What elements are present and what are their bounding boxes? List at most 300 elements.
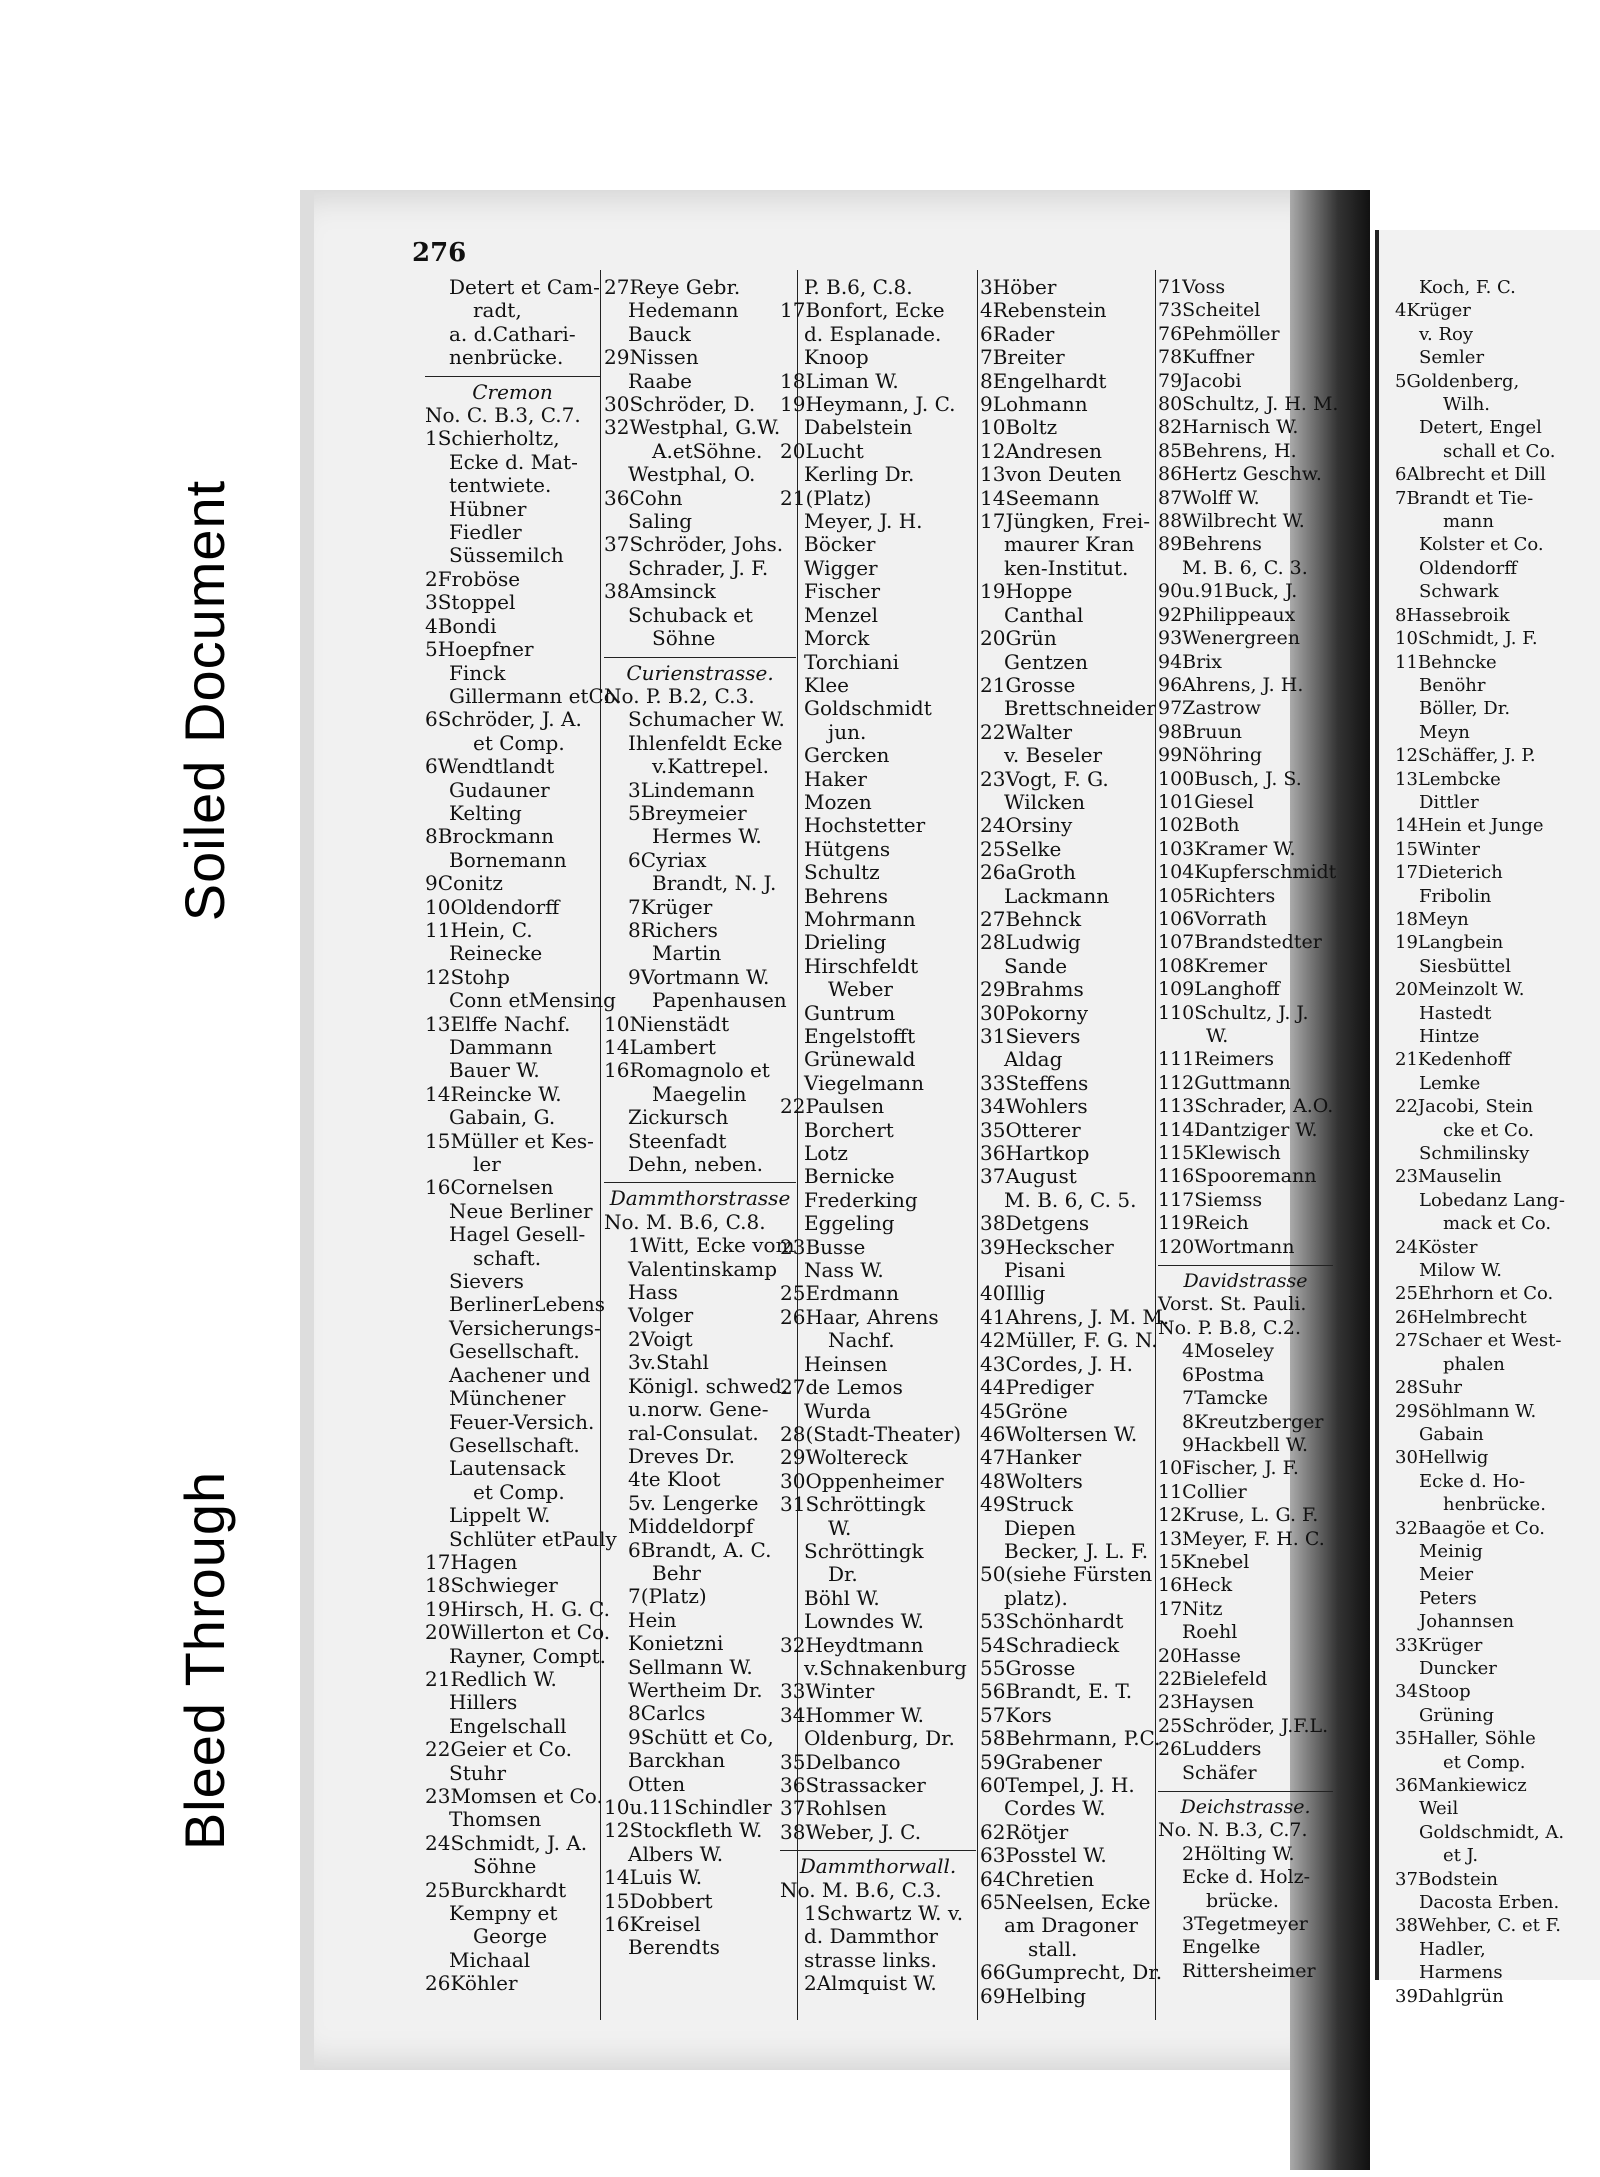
- directory-entry: 25Burckhardt: [425, 1877, 567, 1902]
- directory-entry: Engelke: [1182, 1936, 1261, 1959]
- directory-entry: 16Heck: [1158, 1574, 1233, 1597]
- directory-entry: 8Hassebroik: [1395, 604, 1510, 626]
- directory-entry: 6Wendtlandt: [425, 754, 555, 779]
- directory-entry: 34Wohlers: [980, 1094, 1088, 1119]
- directory-entry: 57Kors: [980, 1702, 1052, 1727]
- directory-entry: 12Stohp: [425, 964, 510, 989]
- directory-entry: 1Witt, Ecke vom: [628, 1233, 795, 1258]
- directory-entry: 6Brandt, A. C.: [628, 1537, 772, 1562]
- directory-entry: 29Brahms: [980, 977, 1084, 1002]
- directory-entry: 69Helbing: [980, 1983, 1087, 2008]
- directory-entry: 2Voigt: [628, 1326, 693, 1351]
- directory-entry: Otten: [628, 1771, 686, 1796]
- directory-entry: 21(Platz): [780, 485, 872, 510]
- section-rule: [1158, 1265, 1333, 1266]
- column-5: [1158, 276, 1339, 1983]
- directory-entry: 3Tegetmeyer: [1182, 1913, 1308, 1936]
- directory-entry: Klee: [804, 672, 850, 697]
- directory-entry: Eggeling: [804, 1211, 895, 1236]
- directory-entry: 22Bielefeld: [1158, 1667, 1268, 1690]
- directory-entry: 25Erdmann: [780, 1281, 900, 1306]
- directory-entry: 22Geier et Co.: [425, 1737, 572, 1762]
- directory-entry: 19Heymann, J. C.: [780, 392, 956, 417]
- directory-entry: 5Hoepfner: [425, 637, 534, 662]
- directory-entry: 109Langhoff: [1158, 978, 1280, 1001]
- directory-entry: 10Boltz: [980, 415, 1058, 440]
- directory-entry: Harmens: [1419, 1962, 1503, 1984]
- directory-entry: 79Jacobi: [1158, 369, 1242, 392]
- directory-entry: 38Amsinck: [604, 579, 716, 604]
- directory-entry: 78Kuffner: [1158, 346, 1255, 369]
- directory-entry: Steenfadt: [628, 1128, 727, 1153]
- directory-entry: 42Müller, F. G. N.: [980, 1328, 1158, 1353]
- directory-entry: 32Heydtmann: [780, 1632, 924, 1657]
- directory-entry: Rayner, Compt.: [449, 1643, 607, 1668]
- directory-entry: Lautensack: [449, 1456, 566, 1481]
- directory-entry: Meinig: [1419, 1540, 1483, 1562]
- directory-entry: Wertheim Dr.: [628, 1677, 763, 1702]
- directory-entry: Kerling Dr.: [804, 462, 915, 487]
- directory-entry: Lippelt W.: [449, 1503, 551, 1528]
- directory-entry: 9Schütt et Co,: [628, 1724, 774, 1749]
- directory-entry: Torchiani: [804, 649, 900, 674]
- directory-entry: 4Krüger: [1395, 300, 1471, 322]
- directory-entry: 62Rötjer: [980, 1819, 1069, 1844]
- directory-entry: 38Wehber, C. et F.: [1395, 1915, 1562, 1937]
- directory-entry: 7Brandt et Tie-: [1395, 487, 1534, 509]
- directory-entry: Dammann: [449, 1035, 553, 1059]
- directory-entry: Dr.: [828, 1562, 858, 1587]
- directory-entry: Söhne: [473, 1854, 537, 1879]
- directory-entry: Conn etMensing: [449, 988, 616, 1013]
- directory-entry: 73Scheitel: [1158, 299, 1261, 322]
- directory-entry: 49Struck: [980, 1492, 1073, 1517]
- directory-entry: 30Schröder, D.: [604, 392, 756, 417]
- directory-entry: 6Postma: [1182, 1363, 1265, 1386]
- directory-entry: Hastedt: [1419, 1002, 1492, 1024]
- directory-entry: 113Schrader, A.O.: [1158, 1095, 1334, 1118]
- directory-entry: 24Orsiny: [980, 813, 1073, 838]
- directory-entry: Koch, F. C.: [1419, 277, 1516, 298]
- directory-entry: Gabain, G.: [449, 1105, 556, 1130]
- directory-entry: 33Winter: [780, 1679, 875, 1704]
- directory-entry: Martin: [652, 941, 722, 966]
- directory-entry: 108Kremer: [1158, 954, 1268, 977]
- directory-entry: 88Wilbrecht W.: [1158, 510, 1305, 533]
- directory-entry: Nachf.: [828, 1328, 895, 1353]
- directory-entry: Bauer W.: [449, 1058, 540, 1083]
- directory-entry: Süssemilch: [449, 543, 564, 568]
- directory-entry: 4Bondi: [425, 613, 497, 638]
- directory-entry: Lackmann: [1004, 883, 1110, 908]
- directory-entry: Schultz: [804, 860, 880, 885]
- directory-entry: ken-Institut.: [1004, 555, 1129, 580]
- directory-entry: 11Hein, C.: [425, 917, 533, 942]
- directory-entry: Oldendorff: [1419, 557, 1518, 579]
- directory-entry: Böhl W.: [804, 1585, 880, 1610]
- column-2: [604, 276, 796, 1960]
- directory-entry: 80Schultz, J. H. M.: [1158, 393, 1339, 416]
- directory-entry: Semler: [1419, 347, 1485, 369]
- directory-entry: 90u.91Buck, J.: [1158, 580, 1298, 603]
- directory-entry: Dabelstein: [804, 415, 913, 440]
- directory-entry: Meyer, J. H.: [804, 509, 923, 534]
- directory-entry: Dreves Dr.: [628, 1443, 735, 1468]
- directory-entry: Haker: [804, 766, 867, 791]
- directory-entry: 5Breymeier: [628, 800, 747, 825]
- directory-entry: 1Schwartz W. v.: [804, 1901, 964, 1926]
- directory-entry: Volger: [628, 1303, 694, 1328]
- directory-entry: Siesbüttel: [1419, 955, 1511, 977]
- directory-entry: Canthal: [1004, 602, 1084, 627]
- directory-entry: 4te Kloot: [628, 1467, 721, 1492]
- directory-entry: 98Bruun: [1158, 720, 1242, 743]
- directory-entry: 65Neelsen, Ecke: [980, 1890, 1151, 1915]
- directory-entry: schall et Co.: [1443, 440, 1556, 462]
- directory-entry: 25Schröder, J.F.L.: [1158, 1714, 1329, 1737]
- directory-entry: 32Westphal, G.W.: [604, 415, 781, 440]
- directory-entry: Gentzen: [1004, 649, 1088, 674]
- directory-entry: 64Chretien: [980, 1866, 1095, 1891]
- directory-entry: strasse links.: [804, 1947, 937, 1972]
- directory-entry: 89Behrens: [1158, 533, 1262, 556]
- directory-entry: 9Conitz: [425, 871, 503, 896]
- directory-entry: stall.: [1028, 1936, 1078, 1961]
- directory-entry: Oldenburg, Dr.: [804, 1726, 955, 1751]
- directory-entry: 37August: [980, 1164, 1077, 1189]
- directory-entry: maurer Kran: [1004, 532, 1135, 557]
- directory-entry: Westphal, O.: [628, 462, 756, 487]
- directory-entry: M. B. 6, C. 5.: [1004, 1187, 1137, 1212]
- directory-entry: 114Dantziger W.: [1158, 1118, 1318, 1141]
- directory-entry: Brandt, N. J.: [652, 871, 777, 896]
- column-divider: [977, 270, 978, 2020]
- directory-entry: 8Brockmann: [425, 824, 554, 849]
- directory-entry: Söhne: [652, 626, 716, 651]
- directory-entry: 26Helmbrecht: [1395, 1306, 1527, 1328]
- directory-entry: 8Richers: [628, 917, 718, 942]
- directory-entry: 41Ahrens, J. M. M.: [980, 1304, 1170, 1329]
- directory-entry: u.norw. Gene-: [628, 1397, 769, 1422]
- directory-entry: Grüning: [1419, 1704, 1495, 1726]
- directory-entry: 23Haysen: [1158, 1691, 1255, 1714]
- directory-entry: 20Meinzolt W.: [1395, 979, 1525, 1001]
- directory-entry: 96Ahrens, J. H.: [1158, 673, 1304, 696]
- directory-entry: Roehl: [1182, 1621, 1238, 1644]
- directory-entry: 16Kreisel: [604, 1912, 701, 1937]
- directory-entry: 13von Deuten: [980, 462, 1122, 487]
- directory-entry: et Comp.: [1443, 1751, 1526, 1773]
- directory-entry: 23Vogt, F. G.: [980, 766, 1109, 791]
- directory-entry: 38Weber, J. C.: [780, 1819, 922, 1844]
- directory-entry: 54Schradieck: [980, 1632, 1120, 1657]
- directory-entry: 15Knebel: [1158, 1550, 1250, 1573]
- street-heading: Davidstrasse: [1183, 1270, 1308, 1293]
- directory-entry: Knoop: [804, 345, 869, 370]
- directory-entry: Middeldorpf: [628, 1514, 754, 1539]
- directory-entry: 26Köhler: [425, 1971, 518, 1996]
- directory-entry: 8Carlcs: [628, 1701, 706, 1726]
- directory-entry: 12Kruse, L. G. F.: [1158, 1504, 1319, 1527]
- directory-entry: 33Krüger: [1395, 1634, 1483, 1656]
- directory-entry: 14Seemann: [980, 485, 1100, 510]
- directory-entry: Raabe: [628, 368, 693, 393]
- directory-entry: Schäfer: [1182, 1761, 1257, 1784]
- directory-entry: 19Hoppe: [980, 579, 1073, 604]
- directory-entry: 76Pehmöller: [1158, 322, 1280, 345]
- directory-entry: 10Fischer, J. F.: [1158, 1457, 1299, 1480]
- directory-entry: Diepen: [1004, 1515, 1076, 1540]
- directory-entry: W.: [828, 1515, 852, 1540]
- directory-entry: 36Hartkop: [980, 1141, 1090, 1166]
- directory-entry: 16Romagnolo et: [604, 1058, 770, 1083]
- directory-entry: 29Woltereck: [780, 1445, 908, 1470]
- directory-entry: 29Nissen: [604, 345, 699, 370]
- directory-entry: Böcker: [804, 532, 876, 557]
- directory-entry: 2Froböse: [425, 566, 521, 591]
- directory-entry: ral-Consulat.: [628, 1420, 759, 1445]
- directory-entry: George: [473, 1924, 548, 1949]
- directory-entry: 66Gumprecht, Dr.: [980, 1960, 1163, 1985]
- directory-entry: 40Illig: [980, 1281, 1046, 1306]
- directory-entry: Dehn, neben.: [628, 1152, 763, 1177]
- directory-entry: 87Wolff W.: [1158, 486, 1260, 509]
- directory-entry: Gillermann etCo.: [449, 683, 622, 708]
- directory-entry: Hirschfeldt: [804, 953, 919, 978]
- directory-entry: Schrader, J. F.: [628, 555, 769, 580]
- directory-entry: 92Philippeaux: [1158, 603, 1296, 626]
- directory-entry: et Comp.: [473, 730, 565, 755]
- directory-entry: 100Busch, J. S.: [1158, 767, 1302, 790]
- directory-entry: Johannsen: [1419, 1611, 1515, 1633]
- street-heading: Dammthorstrasse: [609, 1186, 791, 1211]
- directory-entry: 13Elffe Nachf.: [425, 1011, 571, 1036]
- directory-entry: Ecke d. Holz-: [1182, 1866, 1311, 1889]
- directory-entry: Hütgens: [804, 836, 891, 861]
- directory-entry: 14Luis W.: [604, 1865, 703, 1890]
- directory-entry: henbrücke.: [1443, 1494, 1546, 1516]
- directory-entry: 2Almquist W.: [804, 1971, 937, 1996]
- directory-entry: 3v.Stahl: [628, 1350, 709, 1375]
- directory-entry: Ecke d. Mat-: [449, 449, 578, 474]
- directory-entry: d. Esplanade.: [804, 321, 942, 346]
- directory-entry: 106Vorrath: [1158, 907, 1268, 930]
- directory-entry: Feuer-Versich.: [449, 1409, 595, 1434]
- directory-entry: Michaal: [449, 1947, 531, 1972]
- directory-entry: 10Nienstädt: [604, 1011, 730, 1036]
- directory-entry: No. N. B.3, C.7.: [1158, 1819, 1308, 1842]
- directory-entry: Papenhausen: [652, 988, 787, 1013]
- directory-entry: Sievers: [449, 1269, 524, 1294]
- directory-entry: 33Steffens: [980, 1070, 1089, 1095]
- directory-entry: 63Posstel W.: [980, 1843, 1107, 1868]
- directory-entry: Bernicke: [804, 1164, 895, 1189]
- directory-entry: 26aGroth: [980, 860, 1076, 885]
- directory-entry: 93Wenergreen: [1158, 627, 1300, 650]
- directory-entry: 35Delbanco: [780, 1749, 901, 1774]
- directory-entry: 3Lindemann: [628, 777, 755, 802]
- directory-entry: 110Schultz, J. J.: [1158, 1001, 1309, 1024]
- directory-entry: Cordes W.: [1004, 1796, 1106, 1821]
- directory-entry: Schuback et: [628, 602, 753, 627]
- directory-entry: Fischer: [804, 579, 881, 604]
- directory-entry: 5Goldenberg,: [1395, 370, 1520, 392]
- directory-entry: 15Müller et Kes-: [425, 1128, 594, 1153]
- directory-entry: 59Grabener: [980, 1749, 1102, 1774]
- directory-entry: Meier: [1419, 1564, 1474, 1586]
- directory-entry: 7Krüger: [628, 894, 713, 919]
- directory-entry: Mohrmann: [804, 906, 916, 931]
- directory-entry: jun.: [828, 719, 867, 744]
- directory-entry: Milow W.: [1419, 1260, 1502, 1282]
- directory-entry: et Comp.: [473, 1479, 565, 1504]
- directory-entry: Wurda: [804, 1398, 871, 1423]
- directory-entry: Gesellschaft.: [449, 1339, 580, 1364]
- directory-entry: 8Engelhardt: [980, 368, 1107, 393]
- directory-entry: Dittler: [1419, 791, 1479, 813]
- directory-entry: No. M. B.6, C.8.: [604, 1209, 766, 1234]
- directory-entry: Lowndes W.: [804, 1609, 924, 1634]
- directory-entry: 30Pokorny: [980, 1000, 1089, 1025]
- directory-entry: 6Cyriax: [628, 847, 707, 872]
- directory-entry: Albers W.: [628, 1841, 724, 1866]
- directory-entry: BerlinerLebens: [449, 1292, 606, 1317]
- directory-entry: 5v. Lengerke: [628, 1490, 759, 1515]
- directory-entry: Ecke d. Ho-: [1419, 1470, 1526, 1492]
- directory-entry: 39Dahlgrün: [1395, 1985, 1504, 2007]
- directory-entry: Vorst. St. Pauli.: [1158, 1293, 1307, 1316]
- directory-entry: Saling: [628, 509, 693, 534]
- directory-entry: Lobedanz Lang-: [1419, 1189, 1565, 1211]
- directory-entry: Guntrum: [804, 1000, 896, 1025]
- directory-entry: schaft.: [473, 1245, 542, 1270]
- directory-entry: 12Schäffer, J. P.: [1395, 745, 1536, 767]
- directory-entry: 111Reimers: [1158, 1048, 1274, 1071]
- directory-entry: 3Stoppel: [425, 590, 516, 615]
- directory-entry: Valentinskamp: [628, 1256, 778, 1281]
- directory-entry: Viegelmann: [804, 1070, 925, 1095]
- directory-entry: 117Siemss: [1158, 1188, 1263, 1211]
- directory-entry: et J.: [1443, 1845, 1479, 1867]
- directory-entry: 19Langbein: [1395, 932, 1504, 954]
- directory-entry: 13Lembcke: [1395, 768, 1501, 790]
- directory-entry: Konietzni: [628, 1631, 724, 1656]
- directory-entry: 17Bonfort, Ecke: [780, 298, 945, 323]
- directory-entry: Meyn: [1419, 721, 1470, 743]
- directory-entry: 22Walter: [980, 719, 1073, 744]
- directory-entry: A.etSöhne.: [652, 438, 763, 463]
- directory-entry: Stuhr: [449, 1760, 507, 1785]
- directory-entry: Benöhr: [1419, 674, 1486, 696]
- directory-entry: 36Strassacker: [780, 1773, 926, 1797]
- directory-entry: brücke.: [1206, 1889, 1279, 1912]
- directory-entry: 27de Lemos: [780, 1375, 903, 1400]
- directory-entry: 7Tamcke: [1182, 1387, 1269, 1410]
- directory-entry: nenbrücke.: [449, 345, 564, 370]
- directory-entry: Hermes W.: [652, 824, 762, 849]
- directory-entry: Wilcken: [1004, 789, 1086, 814]
- directory-entry: 104Kupferschmidt: [1158, 861, 1337, 884]
- column-4: [980, 275, 1170, 2008]
- directory-entry: 85Behrens, H.: [1158, 439, 1297, 462]
- directory-entry: 86Hertz Geschw.: [1158, 463, 1322, 486]
- directory-entry: 20Willerton et Co.: [425, 1620, 611, 1645]
- directory-entry: Hedemann: [628, 298, 739, 323]
- directory-entry: Morck: [804, 626, 870, 651]
- directory-entry: 23Mauselin: [1395, 1166, 1502, 1188]
- directory-entry: 13Meyer, F. H. C.: [1158, 1527, 1325, 1550]
- directory-entry: 19Hirsch, H. G. C.: [425, 1596, 610, 1621]
- directory-entry: 97Zastrow: [1158, 697, 1261, 720]
- directory-entry: 23Busse: [780, 1234, 866, 1259]
- directory-entry: tentwiete.: [449, 473, 552, 498]
- directory-entry: 115Klewisch: [1158, 1142, 1281, 1165]
- directory-entry: 7Breiter: [980, 345, 1065, 370]
- directory-entry: Barckhan: [628, 1748, 726, 1773]
- directory-entry: Kelting: [449, 800, 522, 825]
- directory-entry: 9Vortmann W.: [628, 964, 770, 989]
- directory-entry: Detert et Cam-: [449, 275, 600, 299]
- directory-entry: d. Dammthor: [804, 1924, 938, 1949]
- directory-entry: 82Harnisch W.: [1158, 416, 1299, 439]
- directory-entry: am Dragoner: [1004, 1913, 1138, 1938]
- directory-entry: radt,: [473, 298, 522, 323]
- section-rule: [780, 1850, 976, 1851]
- directory-entry: 37Schröder, Johs.: [604, 532, 784, 557]
- directory-entry: Hübner: [449, 496, 527, 521]
- directory-entry: Hadler,: [1419, 1938, 1486, 1960]
- directory-entry: Königl. schwed.: [628, 1373, 789, 1398]
- directory-entry: Weber: [828, 977, 893, 1002]
- directory-entry: 35Haller, Söhle: [1395, 1728, 1536, 1750]
- directory-entry: 14Lambert: [604, 1035, 716, 1059]
- directory-entry: phalen: [1443, 1353, 1505, 1375]
- directory-entry: Weil: [1419, 1798, 1459, 1820]
- directory-entry: a. d.Cathari-: [449, 321, 576, 346]
- directory-entry: platz).: [1004, 1585, 1068, 1610]
- directory-entry: 27Schaer et West-: [1395, 1330, 1562, 1352]
- section-rule: [604, 1182, 796, 1183]
- directory-entry: No. P. B.2, C.3.: [604, 683, 755, 708]
- directory-entry: Zickursch: [628, 1105, 729, 1130]
- directory-entry: 29Söhlmann W.: [1395, 1400, 1537, 1422]
- directory-entry: 45Gröne: [980, 1398, 1068, 1423]
- directory-entry: 17Nitz: [1158, 1597, 1223, 1620]
- directory-entry: mann: [1443, 511, 1494, 533]
- directory-entry: Rittersheimer: [1182, 1959, 1316, 1982]
- directory-entry: Borchert: [804, 1117, 894, 1142]
- directory-entry: 26Ludders: [1158, 1738, 1262, 1761]
- directory-entry: 46Woltersen W.: [980, 1421, 1138, 1446]
- directory-entry: 119Reich: [1158, 1212, 1249, 1235]
- directory-entry: v.Schnakenburg: [804, 1655, 967, 1680]
- street-heading: Curienstrasse.: [626, 660, 774, 685]
- directory-entry: Hintze: [1419, 1026, 1480, 1047]
- directory-entry: 31Sievers: [980, 1024, 1081, 1048]
- directory-entry: 21Redlich W.: [425, 1666, 557, 1691]
- directory-entry: Detert, Engel: [1419, 417, 1542, 439]
- directory-entry: 116Spooremann: [1158, 1165, 1317, 1188]
- directory-entry: Lemke: [1419, 1072, 1481, 1094]
- directory-entry: 18Schwieger: [425, 1573, 558, 1598]
- directory-entry: Gesellschaft.: [449, 1432, 580, 1457]
- directory-entry: 26Haar, Ahrens: [780, 1304, 939, 1329]
- directory-entry: v. Roy: [1419, 323, 1474, 345]
- directory-entry: 107Brandstedter: [1158, 931, 1322, 954]
- directory-entry: Böller, Dr.: [1419, 698, 1511, 720]
- directory-entry: Peters: [1419, 1587, 1477, 1609]
- directory-entry: 17Jüngken, Frei-: [980, 509, 1151, 534]
